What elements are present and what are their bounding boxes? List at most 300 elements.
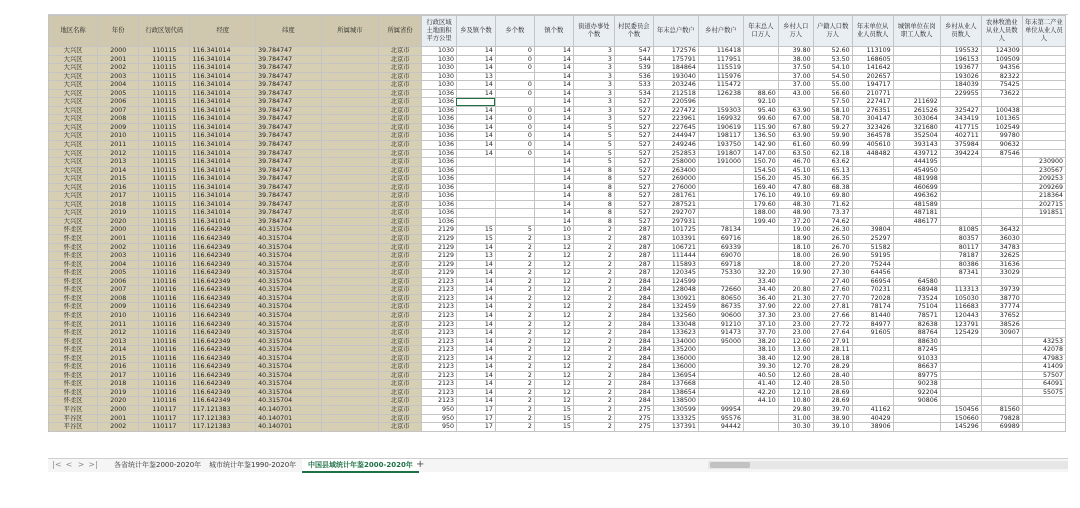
cell[interactable]: 北京市 [379,123,422,132]
cell[interactable]: 191851 [1022,209,1065,218]
cell[interactable]: 大兴区 [49,141,98,150]
cell[interactable]: 116.341014 [190,47,256,56]
cell[interactable]: 5 [573,141,614,150]
cell[interactable]: 61.60 [778,141,813,150]
cell[interactable]: 527 [614,175,653,184]
cell[interactable]: 北京市 [379,166,422,175]
cell[interactable]: 18.00 [778,260,813,269]
cell[interactable]: 69.80 [813,192,852,201]
cell[interactable]: 2020 [98,397,139,406]
cell[interactable]: 116.341014 [190,81,256,90]
cell[interactable] [852,337,893,346]
cell[interactable]: 0 [495,141,534,150]
cell[interactable]: 110115 [139,175,190,184]
cell[interactable] [321,98,378,107]
cell[interactable]: 2 [573,405,614,414]
cell[interactable]: 怀柔区 [49,380,98,389]
cell[interactable]: 10 [534,226,573,235]
cell[interactable]: 81085 [940,226,981,235]
cell[interactable]: 352504 [893,132,940,141]
cell[interactable]: 2 [495,311,534,320]
column-header[interactable]: 行政区划代码 [139,16,190,47]
cell[interactable]: 46.70 [778,158,813,167]
cell[interactable]: 287 [614,235,653,244]
cell[interactable]: 39.70 [813,405,852,414]
cell[interactable]: 1036 [422,158,457,167]
cell[interactable]: 北京市 [379,260,422,269]
cell[interactable]: 128048 [653,286,698,295]
cell[interactable] [1022,269,1065,278]
cell[interactable] [321,311,378,320]
cell[interactable] [893,55,940,64]
cell[interactable] [495,200,534,209]
cell[interactable]: 90600 [698,311,743,320]
cell[interactable]: 14 [456,363,495,372]
cell[interactable]: 117951 [698,55,743,64]
cell[interactable]: 怀柔区 [49,363,98,372]
cell[interactable]: 怀柔区 [49,260,98,269]
cell[interactable]: 北京市 [379,158,422,167]
cell[interactable] [852,388,893,397]
cell[interactable]: 116.341014 [190,175,256,184]
cell[interactable]: 2123 [422,320,457,329]
cell[interactable]: 2129 [422,243,457,252]
cell[interactable]: 287 [614,260,653,269]
cell[interactable] [981,277,1022,286]
cell[interactable]: 2004 [98,260,139,269]
cell[interactable]: 北京市 [379,89,422,98]
cell[interactable] [495,158,534,167]
cell[interactable] [1022,132,1065,141]
cell[interactable]: 2 [573,380,614,389]
cell[interactable]: 2014 [98,346,139,355]
cell[interactable]: 2002 [98,64,139,73]
cell[interactable]: 1030 [422,72,457,81]
cell[interactable] [981,346,1022,355]
cell[interactable]: 110115 [139,209,190,218]
cell[interactable]: 103391 [653,235,698,244]
cell[interactable]: 133623 [653,329,698,338]
cell[interactable] [321,123,378,132]
cell[interactable]: 39.784747 [256,141,322,150]
cell[interactable] [321,47,378,56]
cell[interactable]: 27.60 [813,286,852,295]
cell[interactable]: 大兴区 [49,217,98,226]
cell[interactable] [893,269,940,278]
cell[interactable]: 14 [534,141,573,150]
cell[interactable]: 北京市 [379,388,422,397]
cell[interactable] [321,388,378,397]
cell[interactable]: 14 [456,47,495,56]
cell[interactable]: 3 [573,106,614,115]
cell[interactable]: 110115 [139,200,190,209]
cell[interactable]: 82322 [981,72,1022,81]
cell[interactable]: 3 [573,47,614,56]
column-header[interactable]: 所属省份 [379,16,422,47]
cell[interactable] [1022,89,1065,98]
cell[interactable]: 284 [614,380,653,389]
cell[interactable]: 2010 [98,311,139,320]
cell[interactable]: 67.80 [778,123,813,132]
cell[interactable]: 138500 [653,397,698,406]
cell[interactable]: 8 [573,217,614,226]
cell[interactable]: 0 [495,81,534,90]
cell[interactable] [1022,405,1065,414]
cell[interactable]: 56.60 [813,89,852,98]
cell[interactable]: 136000 [653,363,698,372]
cell[interactable]: 18.90 [778,235,813,244]
cell[interactable]: 276351 [852,106,893,115]
cell[interactable] [1022,47,1065,56]
cell[interactable]: 2129 [422,252,457,261]
cell[interactable]: 110115 [139,166,190,175]
cell[interactable] [1022,226,1065,235]
cell[interactable] [495,175,534,184]
cell[interactable]: 14 [456,81,495,90]
cell[interactable]: 106721 [653,243,698,252]
cell[interactable] [893,405,940,414]
cell[interactable]: 2123 [422,363,457,372]
cell[interactable]: 12 [534,329,573,338]
cell[interactable]: 184864 [653,64,698,73]
cell[interactable]: 3 [573,115,614,124]
cell[interactable]: 284 [614,294,653,303]
cell[interactable]: 275 [614,414,653,423]
cell[interactable]: 110116 [139,226,190,235]
cell[interactable]: 138654 [653,388,698,397]
cell[interactable]: 41409 [1022,363,1065,372]
cell[interactable] [1022,217,1065,226]
cell[interactable]: 12 [534,243,573,252]
cell[interactable] [321,132,378,141]
cell[interactable]: 2123 [422,397,457,406]
cell[interactable]: 2 [495,269,534,278]
cell[interactable]: 87546 [981,149,1022,158]
cell[interactable]: 40.315704 [256,371,322,380]
cell[interactable]: 2 [573,243,614,252]
cell[interactable]: 2 [495,405,534,414]
cell[interactable]: 126238 [698,89,743,98]
cell[interactable]: 110116 [139,269,190,278]
cell[interactable]: 210771 [852,89,893,98]
cell[interactable]: 北京市 [379,81,422,90]
first-sheet-button[interactable]: |< [52,460,62,469]
cell[interactable] [743,252,778,261]
cell[interactable]: 2005 [98,89,139,98]
cell[interactable]: 51582 [852,243,893,252]
cell[interactable]: 2007 [98,106,139,115]
cell[interactable]: 110116 [139,354,190,363]
cell[interactable]: 110116 [139,286,190,295]
cell[interactable]: 大兴区 [49,64,98,73]
cell[interactable]: 116.341014 [190,141,256,150]
cell[interactable]: 北京市 [379,329,422,338]
cell[interactable]: 45.30 [778,175,813,184]
cell[interactable]: 58.10 [813,106,852,115]
cell[interactable]: 120345 [653,269,698,278]
cell[interactable]: 14 [456,123,495,132]
cell[interactable]: 37652 [981,311,1022,320]
cell[interactable]: 14 [534,192,573,201]
cell[interactable]: 怀柔区 [49,329,98,338]
cell[interactable] [321,55,378,64]
cell[interactable]: 40.315704 [256,311,322,320]
cell[interactable]: 38526 [981,320,1022,329]
cell[interactable]: 2129 [422,226,457,235]
cell[interactable]: 33029 [981,269,1022,278]
cell[interactable]: 2 [573,286,614,295]
column-header[interactable]: 所属城市 [321,16,378,47]
cell[interactable]: 2 [573,277,614,286]
cell[interactable]: 北京市 [379,320,422,329]
cell[interactable]: 950 [422,414,457,423]
cell[interactable]: 北京市 [379,337,422,346]
cell[interactable]: 14 [456,354,495,363]
cell[interactable]: 40.315704 [256,286,322,295]
cell[interactable]: 37.50 [778,64,813,73]
cell[interactable]: 284 [614,388,653,397]
cell[interactable]: 92.10 [743,98,778,107]
cell[interactable]: 297931 [653,217,698,226]
cell[interactable]: 110116 [139,311,190,320]
cell[interactable]: 12 [534,303,573,312]
cell[interactable]: 北京市 [379,354,422,363]
cell[interactable]: 116.642349 [190,277,256,286]
cell[interactable] [1022,397,1065,406]
cell[interactable] [940,158,981,167]
cell[interactable]: 124599 [653,277,698,286]
cell[interactable]: 88764 [893,329,940,338]
cell[interactable] [852,217,893,226]
cell[interactable]: 2 [573,269,614,278]
cell[interactable] [321,252,378,261]
cell[interactable]: 北京市 [379,363,422,372]
cell[interactable]: 94442 [698,423,743,432]
cell[interactable]: 2 [495,346,534,355]
cell[interactable] [893,47,940,56]
cell[interactable]: 95.40 [743,106,778,115]
cell[interactable]: 110116 [139,243,190,252]
cell[interactable]: 209253 [1022,175,1065,184]
cell[interactable] [981,217,1022,226]
cell[interactable]: 2013 [98,158,139,167]
cell[interactable] [852,346,893,355]
cell[interactable]: 212518 [653,89,698,98]
cell[interactable]: 303064 [893,115,940,124]
cell[interactable]: 2011 [98,141,139,150]
cell[interactable]: 227417 [852,98,893,107]
cell[interactable]: 193026 [940,72,981,81]
cell[interactable] [940,346,981,355]
cell[interactable]: 38.00 [778,55,813,64]
cell[interactable]: 60.99 [813,141,852,150]
column-header[interactable]: 年末第二产业单位从业人员人 [1022,16,1065,47]
cell[interactable]: 14 [534,158,573,167]
cell[interactable]: 32.20 [743,269,778,278]
cell[interactable]: 402711 [940,132,981,141]
cell[interactable] [1022,277,1065,286]
cell[interactable] [1022,414,1065,423]
cell[interactable]: 38.10 [743,346,778,355]
cell[interactable]: 258000 [653,158,698,167]
cell[interactable]: 3 [573,55,614,64]
cell[interactable]: 69070 [698,252,743,261]
cell[interactable]: 0 [495,115,534,124]
cell[interactable] [321,141,378,150]
cell[interactable]: 2001 [98,235,139,244]
cell[interactable] [893,81,940,90]
cell[interactable]: 30.30 [778,423,813,432]
cell[interactable]: 135200 [653,346,698,355]
cell[interactable]: 460699 [893,183,940,192]
cell[interactable]: 28.29 [813,363,852,372]
cell[interactable]: 5 [573,158,614,167]
cell[interactable]: 88.60 [743,89,778,98]
cell[interactable]: 2123 [422,346,457,355]
cell[interactable] [940,277,981,286]
cell[interactable]: 39.784747 [256,217,322,226]
column-header[interactable]: 年末总户数户 [653,16,698,47]
cell[interactable]: 2123 [422,294,457,303]
cell[interactable]: 北京市 [379,243,422,252]
cell[interactable]: 68.38 [813,183,852,192]
cell[interactable]: 2 [495,303,534,312]
cell[interactable]: 27.20 [813,260,852,269]
cell[interactable]: 8 [573,183,614,192]
cell[interactable]: 北京市 [379,149,422,158]
cell[interactable]: 1036 [422,89,457,98]
cell[interactable] [852,175,893,184]
cell[interactable]: 284 [614,363,653,372]
cell[interactable]: 448482 [852,149,893,158]
cell[interactable]: 191000 [698,158,743,167]
cell[interactable]: 平谷区 [49,405,98,414]
cell[interactable]: 8 [573,175,614,184]
cell[interactable]: 2012 [98,149,139,158]
cell[interactable] [940,388,981,397]
cell[interactable]: 54.10 [813,64,852,73]
cell[interactable]: 116.341014 [190,158,256,167]
cell[interactable]: 14 [534,47,573,56]
cell[interactable] [321,235,378,244]
cell[interactable] [1022,98,1065,107]
cell[interactable]: 大兴区 [49,149,98,158]
cell[interactable] [321,363,378,372]
cell[interactable]: 2 [573,423,614,432]
cell[interactable]: 53.50 [813,55,852,64]
cell[interactable]: 101365 [981,115,1022,124]
cell[interactable]: 116.642349 [190,260,256,269]
cell[interactable]: 110117 [139,423,190,432]
cell[interactable]: 110115 [139,158,190,167]
cell[interactable]: 2006 [98,98,139,107]
cell[interactable]: 63.62 [813,158,852,167]
cell[interactable]: 2 [573,252,614,261]
cell[interactable]: 大兴区 [49,209,98,218]
cell[interactable] [940,175,981,184]
cell[interactable] [940,371,981,380]
cell[interactable]: 100438 [981,106,1022,115]
column-header[interactable]: 村民委员会个数 [614,16,653,47]
cell[interactable]: 38.20 [743,337,778,346]
cell[interactable]: 79828 [981,414,1022,423]
cell[interactable]: 2009 [98,123,139,132]
cell[interactable]: 73524 [893,294,940,303]
sheet-tab-county-yearbook[interactable]: 中国县域统计年鉴2000-2020年 [302,459,419,473]
cell[interactable]: 22.00 [778,303,813,312]
cell[interactable]: 62.18 [813,149,852,158]
cell[interactable]: 23.00 [778,311,813,320]
cell[interactable]: 8 [573,166,614,175]
cell[interactable]: 536 [614,72,653,81]
cell[interactable] [852,397,893,406]
cell[interactable]: 14 [534,81,573,90]
cell[interactable]: 486177 [893,217,940,226]
cell[interactable]: 17 [456,405,495,414]
cell[interactable] [321,329,378,338]
cell[interactable] [893,252,940,261]
cell[interactable]: 115976 [698,72,743,81]
cell[interactable]: 69339 [698,243,743,252]
cell[interactable]: 23.00 [778,320,813,329]
cell[interactable]: 北京市 [379,252,422,261]
cell[interactable] [1022,243,1065,252]
cell[interactable]: 5 [573,123,614,132]
cell[interactable]: 261526 [893,106,940,115]
cell[interactable] [456,183,495,192]
cell[interactable]: 211692 [893,98,940,107]
cell[interactable]: 116.642349 [190,303,256,312]
cell[interactable]: 14 [456,371,495,380]
cell[interactable] [1022,64,1065,73]
cell[interactable]: 66954 [852,277,893,286]
cell[interactable]: 218364 [1022,192,1065,201]
cell[interactable]: 26.70 [813,243,852,252]
cell[interactable] [321,294,378,303]
cell[interactable]: 大兴区 [49,115,98,124]
cell[interactable]: 116.341014 [190,192,256,201]
cell[interactable]: 284 [614,286,653,295]
cell[interactable]: 47.80 [778,183,813,192]
cell[interactable]: 25297 [852,235,893,244]
cell[interactable]: 2018 [98,380,139,389]
cell[interactable]: 12 [534,269,573,278]
cell[interactable]: 145296 [940,423,981,432]
cell[interactable]: 110115 [139,64,190,73]
cell[interactable]: 110116 [139,320,190,329]
cell[interactable]: 3 [573,81,614,90]
cell[interactable]: 168605 [852,55,893,64]
cell[interactable]: 怀柔区 [49,337,98,346]
cell[interactable]: 199.40 [743,217,778,226]
cell[interactable] [456,158,495,167]
cell[interactable]: 14 [456,149,495,158]
cell[interactable] [321,226,378,235]
cell[interactable]: 284 [614,311,653,320]
cell[interactable]: 86735 [698,303,743,312]
cell[interactable] [981,388,1022,397]
cell[interactable]: 132560 [653,311,698,320]
cell[interactable]: 2000 [98,405,139,414]
spreadsheet-grid-area[interactable] [48,14,1068,459]
cell[interactable]: 1036 [422,98,457,107]
cell[interactable]: 154.50 [743,166,778,175]
cell[interactable]: 北京市 [379,269,422,278]
cell[interactable]: 北京市 [379,192,422,201]
cell[interactable]: 73622 [981,89,1022,98]
last-sheet-button[interactable]: >| [88,460,98,469]
cell[interactable]: 13.00 [778,346,813,355]
